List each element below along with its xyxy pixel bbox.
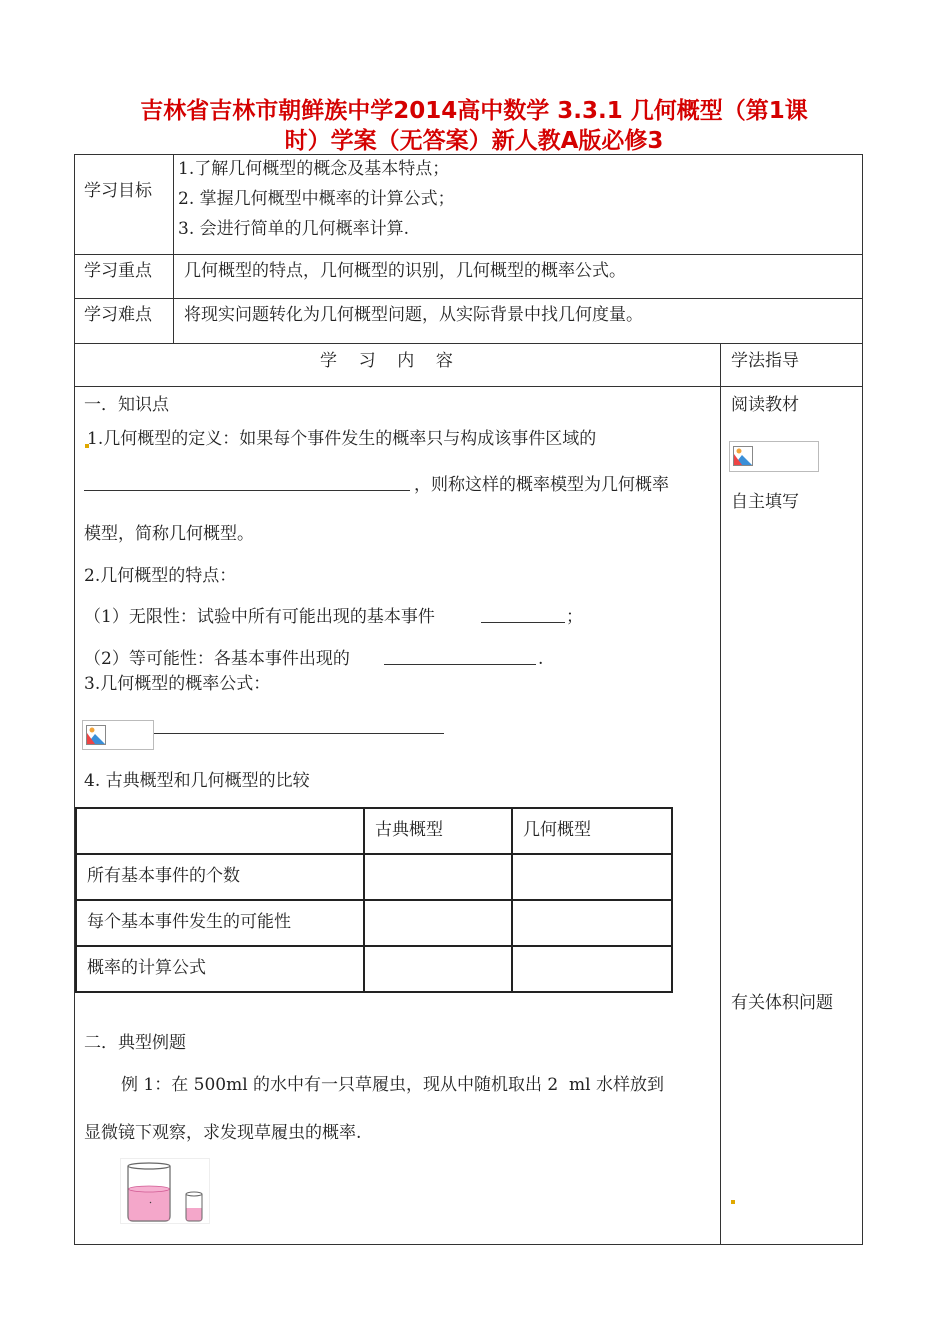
formula-blank[interactable]: [154, 733, 444, 734]
key-points-text: 几何概型的特点，几何概型的识别，几何概型的概率公式。: [184, 261, 626, 281]
sidebar-fill: 自主填写: [731, 492, 799, 512]
table-header-geometric: 几何概型: [512, 808, 672, 854]
table-row: [76, 946, 672, 992]
table-cell: [76, 808, 364, 854]
example-1-line-1: 例 1：在 500ml 的水中有一只草履虫，现从中随机取出 2 ml 水样放到: [121, 1075, 665, 1095]
content-header: 学 习 内 容: [320, 351, 453, 371]
definition-line-1: 1.几何概型的定义：如果每个事件发生的概率只与构成该事件区域的: [87, 429, 597, 449]
objective-1: 1.了解几何概型的概念及基本特点；: [178, 159, 450, 179]
broken-image-icon: [733, 446, 753, 466]
definition-line-3: 模型，简称几何概型。: [84, 524, 254, 544]
feature-2-end: .: [538, 649, 544, 669]
section1-heading: 一．知识点: [84, 395, 169, 415]
definition-blank[interactable]: [84, 474, 410, 491]
table-cell[interactable]: [512, 900, 672, 946]
compare-heading: 4. 古典概型和几何概型的比较: [84, 771, 310, 791]
table-header-classical: 古典概型: [364, 808, 512, 854]
table-row: [76, 808, 672, 854]
sidebar-volume: 有关体积问题: [731, 993, 833, 1013]
row-label-likelihood: 每个基本事件发生的可能性: [76, 900, 364, 946]
label-difficulties: 学习难点: [84, 305, 152, 325]
formula-heading: 3.几何概型的概率公式：: [84, 674, 271, 694]
definition-line-2: ，则称这样的概率模型为几何概率: [414, 475, 669, 495]
label-key-points: 学习重点: [84, 261, 152, 281]
row-label-count: 所有基本事件的个数: [76, 854, 364, 900]
table-row: [76, 900, 672, 946]
label-objectives: 学习目标: [84, 181, 152, 201]
feature-1-blank[interactable]: [481, 606, 565, 623]
beaker-illustration: [120, 1158, 210, 1224]
marker-dot: [731, 1200, 735, 1204]
table-cell[interactable]: [364, 854, 512, 900]
title-line-1: 吉林省吉林市朝鲜族中学2014高中数学 3.3.1 几何概型（第1课: [140, 98, 808, 124]
example-1-line-2: 显微镜下观察，求发现草履虫的概率.: [84, 1123, 362, 1143]
row-label-formula: 概率的计算公式: [76, 946, 364, 992]
table-row: [76, 854, 672, 900]
section2-heading: 二．典型例题: [84, 1033, 186, 1053]
table-cell[interactable]: [364, 946, 512, 992]
sidebar-read: 阅读教材: [731, 395, 799, 415]
objective-3: 3. 会进行简单的几何概率计算.: [178, 219, 410, 239]
features-heading: 2.几何概型的特点：: [84, 566, 237, 586]
table-cell[interactable]: [512, 854, 672, 900]
comparison-table: [75, 807, 673, 993]
feature-2-blank[interactable]: [384, 648, 536, 665]
feature-1-text: （1）无限性：试验中所有可能出现的基本事件: [84, 607, 435, 627]
image-placeholder-sidebar: [729, 441, 819, 472]
difficulties-text: 将现实问题转化为几何概型问题，从实际背景中找几何度量。: [184, 305, 643, 325]
table-cell[interactable]: [512, 946, 672, 992]
feature-1-end: ；: [566, 607, 583, 627]
title-line-2: 时）学案（无答案）新人教A版必修3: [284, 128, 664, 154]
feature-2-text: （2）等可能性：各基本事件出现的: [84, 649, 350, 669]
formula-image-placeholder: [82, 720, 154, 750]
guide-header: 学法指导: [731, 351, 799, 371]
broken-image-icon: [86, 725, 106, 745]
document-title: [74, 96, 874, 156]
table-cell[interactable]: [364, 900, 512, 946]
objective-2: 2. 掌握几何概型中概率的计算公式；: [178, 189, 455, 209]
